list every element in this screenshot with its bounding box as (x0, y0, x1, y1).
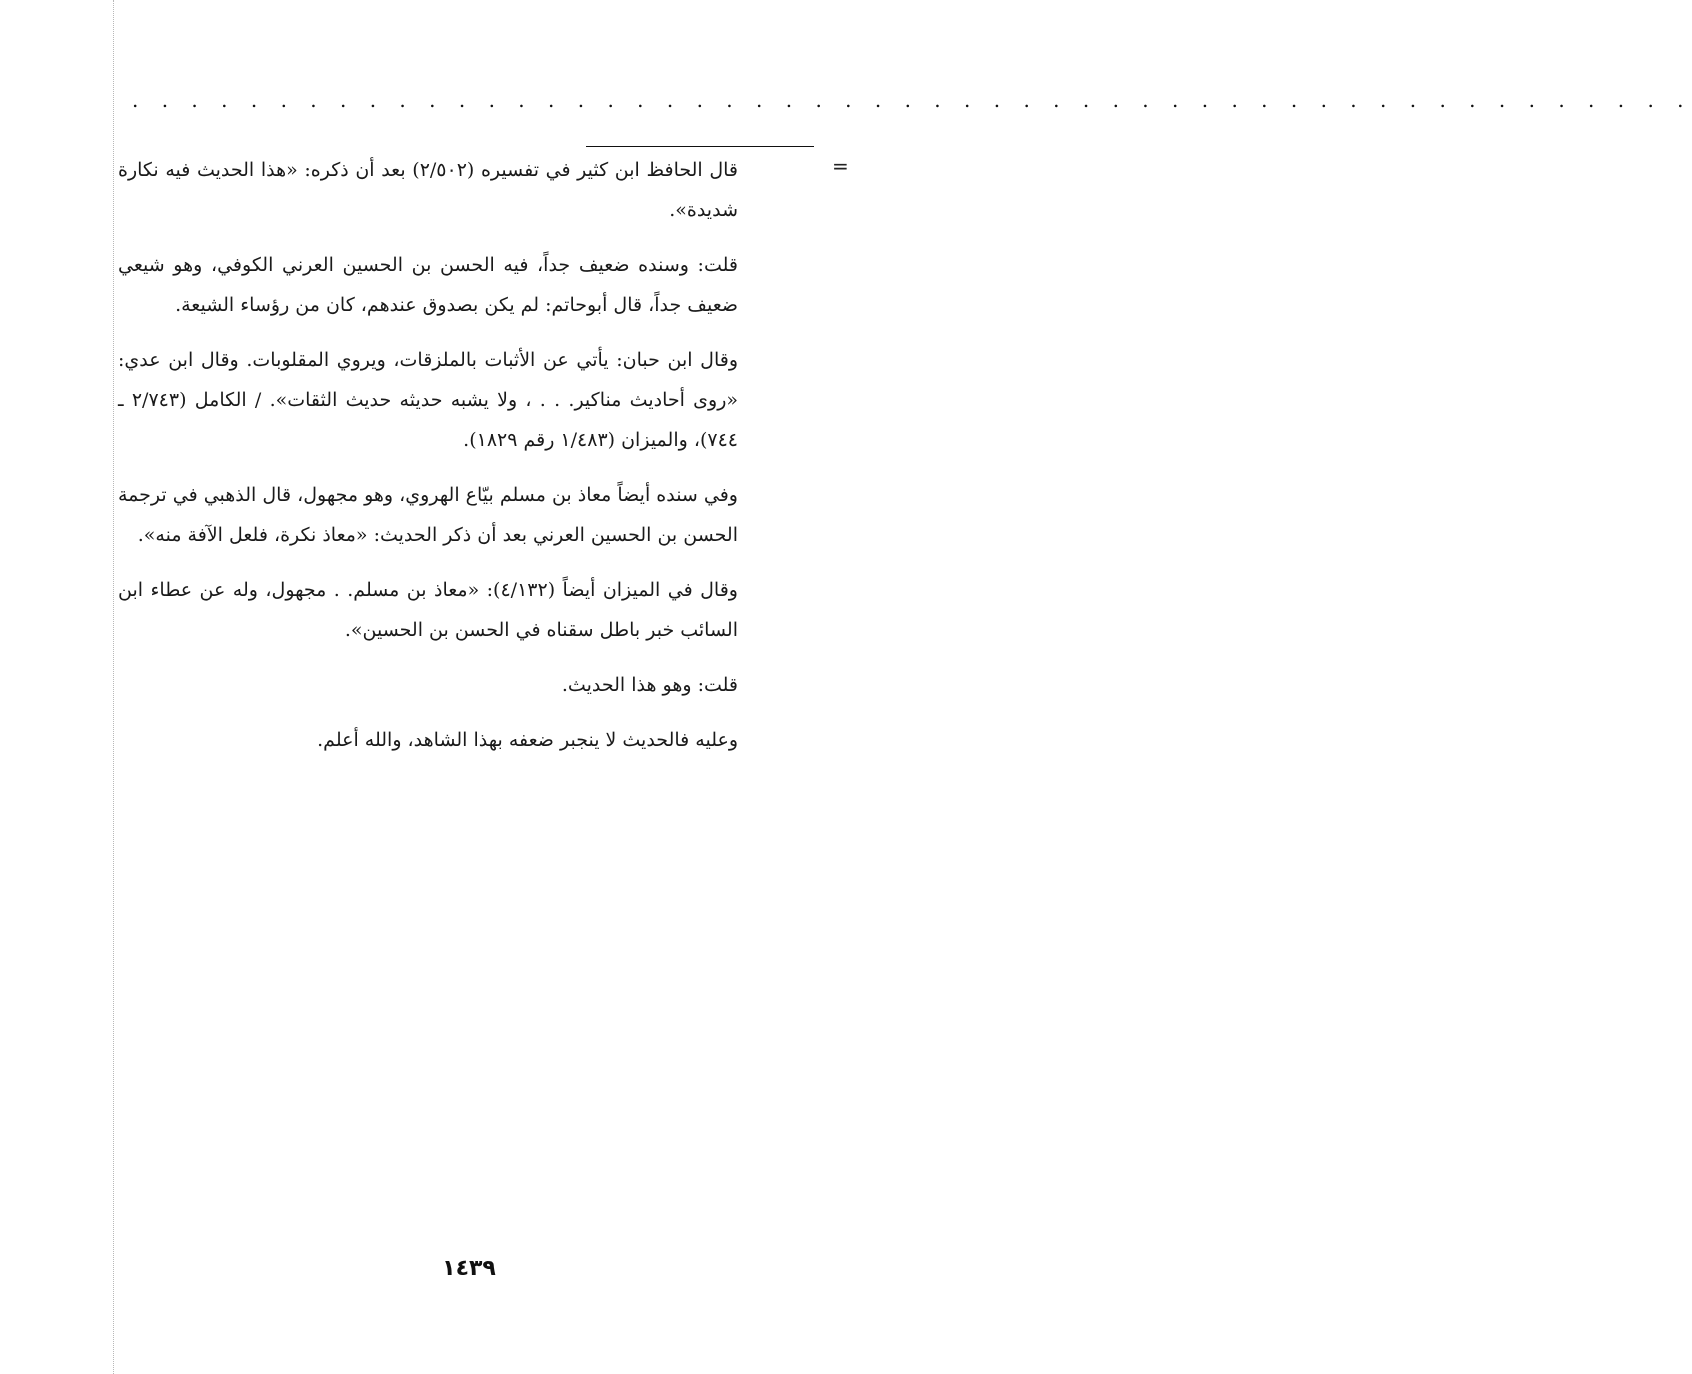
paragraph-isnad-weakness: قلت: وسنده ضعيف جداً، فيه الحسن بن الحسين العرني الكوفي، وهو شيعي ضعيف جداً، قال أبوحاتم: لم يكن بصدوق عندهم، كان من رؤساء الشيعة. (118, 254, 738, 316)
footnote-continuation-mark: = (832, 154, 849, 178)
page-gutter-line (113, 0, 114, 1374)
paragraph-conclusion-note: قلت: وهو هذا الحديث. (561, 674, 738, 696)
paragraph-ibn-hibban: وقال ابن حبان: يأتي عن الأثبات بالملزقات، ويروي المقلوبات. وقال ابن عدي: «روى أحاديث مناكير. . . ، ولا يشبه حديثه حديث الثقات». / الكامل (٢/٧٤٣ ـ ٧٤٤)، والميزان (١/٤٨٣ رقم ١٨٢٩). (118, 349, 738, 451)
paragraph-mizan-quote: وقال في الميزان أيضاً (٤/١٣٢): «معاذ بن مسلم. . مجهول، وله عن عطاء ابن السائب خبر باطل سقناه في الحسن بن الحسين». (118, 579, 738, 641)
paragraph-final-ruling: وعليه فالحديث لا ينجبر ضعفه بهذا الشاهد، والله أعلم. (317, 729, 738, 751)
footnote-body (118, 150, 738, 775)
paragraph-ibn-kathir-quote: قال الحافظ ابن كثير في تفسيره (٢/٥٠٢) بعد أن ذكره: «هذا الحديث فيه نكارة شديدة». (118, 159, 739, 221)
paragraph-muadh-ibn-muslim: وفي سنده أيضاً معاذ بن مسلم بيّاع الهروي، وهو مجهول، قال الذهبي في ترجمة الحسن بن الحسين العرني بعد أن ذكر الحديث: «معاذ نكرة، فلعل الآفة منه». (118, 484, 738, 546)
dot-leader-separator: . . . . . . . . . . . . . . . . . . . . . . . . . . . . . . . . . . . . . . . . . . . . . . . . . . . . . (132, 88, 1692, 112)
footnote-separator-rule (586, 146, 814, 147)
page-number: ١٤٣٩ (442, 1256, 496, 1281)
